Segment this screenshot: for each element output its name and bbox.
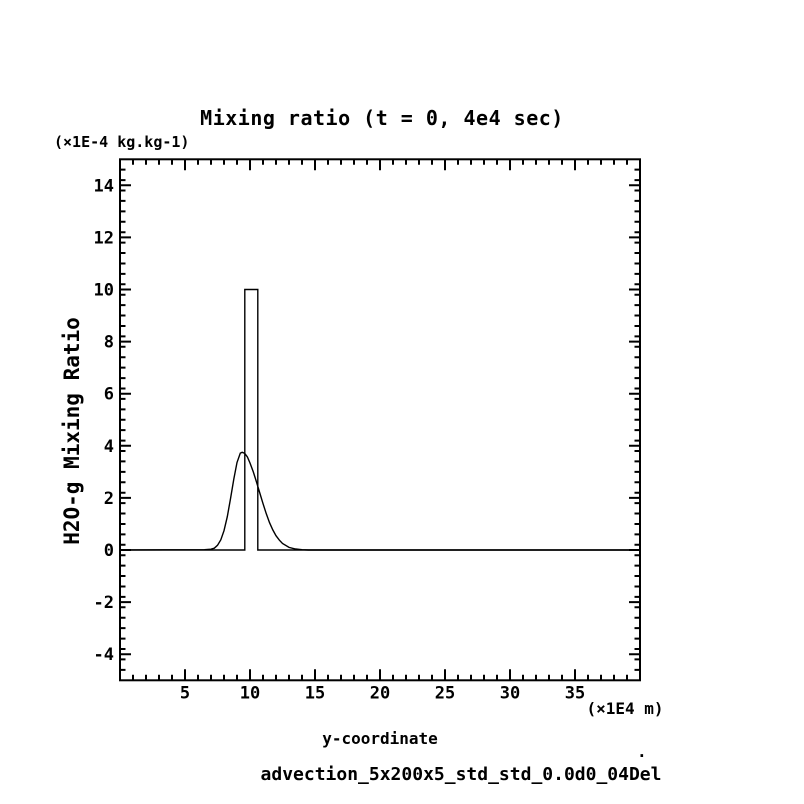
x-axis-title: y-coordinate: [322, 729, 438, 748]
minor-ticks: [120, 159, 640, 680]
stray-dot: .: [637, 742, 647, 761]
y-tick-label: -4: [93, 645, 114, 666]
y-axis-title: H2O-g Mixing Ratio: [60, 317, 84, 545]
major-ticks: [120, 159, 640, 680]
y-tick-label: 6: [103, 384, 114, 405]
x-axis-units-label: (×1E4 m): [586, 699, 664, 718]
y-tick-label: 4: [103, 436, 114, 457]
y-tick-label: -2: [93, 593, 114, 614]
run-id-caption: advection_5x200x5_std_std_0.0d0_04Del: [260, 764, 662, 785]
x-tick-label: 35: [564, 683, 586, 704]
y-tick-label: 10: [93, 280, 114, 301]
x-tick-label: 30: [499, 683, 521, 704]
chart-title: Mixing ratio (t = 0, 4e4 sec): [200, 106, 564, 130]
y-tick-label: 0: [103, 541, 114, 561]
x-tick-label: 25: [434, 683, 456, 704]
series-advected-profile-t4e4: [120, 452, 640, 550]
x-tick-label: 10: [239, 683, 261, 704]
y-tick-label: 12: [93, 228, 114, 249]
y-tick-label: 2: [103, 488, 114, 509]
y-tick-label: 14: [93, 176, 114, 197]
x-tick-label: 5: [179, 683, 191, 704]
axes-frame: [120, 159, 640, 680]
series-initial-top-hat-t0: [120, 290, 640, 551]
y-tick-label: 8: [103, 332, 114, 353]
x-tick-label: 15: [304, 683, 326, 704]
x-tick-label: 20: [369, 683, 391, 704]
y-axis-units-label: (×1E-4 kg.kg-1): [54, 133, 190, 151]
